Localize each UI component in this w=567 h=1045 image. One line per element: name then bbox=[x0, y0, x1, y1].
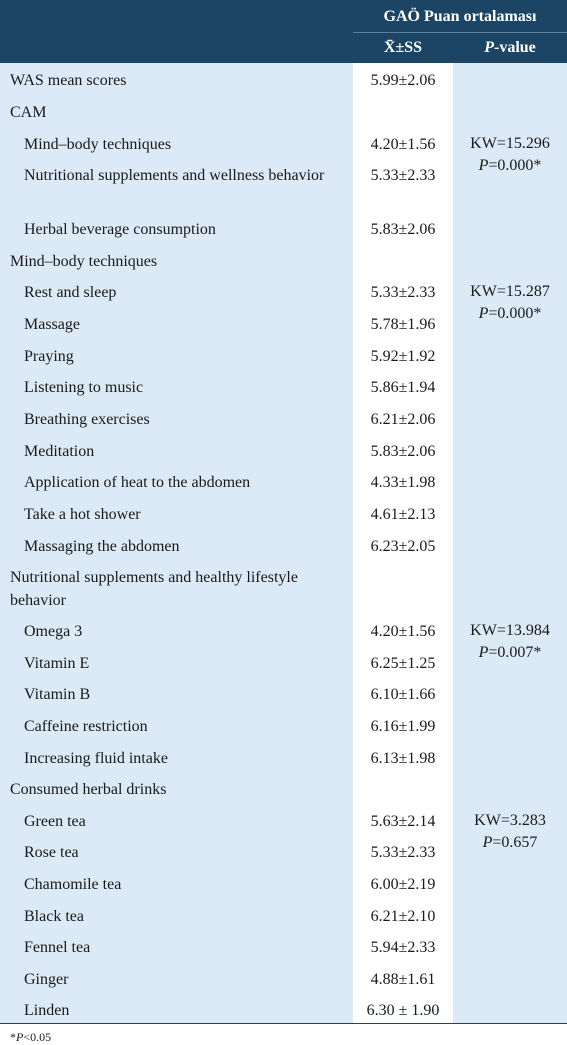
group-title: GAÖ Puan ortalaması bbox=[383, 8, 537, 25]
item-label: Caffeine restriction bbox=[24, 718, 148, 735]
section-label: Mind–body techniques bbox=[10, 253, 158, 270]
table-bottom-rule bbox=[0, 1023, 567, 1024]
mean-sd-value: 6.16±1.99 bbox=[370, 718, 436, 735]
mean-sd-value: 5.78±1.96 bbox=[370, 316, 436, 333]
section-label: Nutritional supplements and healthy lifestyle behavior bbox=[10, 569, 298, 609]
mean-sd-value: 5.92±1.92 bbox=[370, 348, 436, 365]
kw-statistic: KW=3.283 bbox=[474, 812, 546, 829]
header-row-columns bbox=[0, 33, 567, 63]
kruskal-wallis-result bbox=[453, 810, 567, 854]
footnote bbox=[10, 1030, 51, 1045]
kruskal-wallis-result bbox=[453, 620, 567, 664]
footnote-prefix: * bbox=[10, 1030, 16, 1044]
mean-sd-value: 6.00±2.19 bbox=[370, 876, 436, 893]
item-label: Chamomile tea bbox=[24, 876, 122, 893]
mean-sd-value: 6.21±2.10 bbox=[370, 908, 436, 925]
item-label: Breathing exercises bbox=[24, 411, 150, 428]
p-rest: =0.007* bbox=[488, 644, 542, 661]
mean-sd-value: 6.21±2.06 bbox=[370, 411, 436, 428]
p-rest: =0.000* bbox=[488, 305, 542, 322]
p-value bbox=[453, 832, 567, 854]
item-label: Mind–body techniques bbox=[24, 136, 172, 153]
mean-sd-value: 4.88±1.61 bbox=[370, 971, 436, 988]
mean-sd-value: 4.33±1.98 bbox=[370, 474, 436, 491]
item-label: Listening to music bbox=[24, 379, 144, 396]
mean-sd-value: 5.94±2.33 bbox=[370, 939, 436, 956]
kw-statistic: KW=13.984 bbox=[470, 622, 550, 639]
mean-sd-value: 4.20±1.56 bbox=[370, 623, 436, 640]
item-label: Increasing fluid intake bbox=[24, 750, 168, 767]
item-label: Nutritional supplements and wellness behavior bbox=[24, 167, 325, 184]
footnote-rest: <0.05 bbox=[23, 1030, 52, 1044]
item-label: Green tea bbox=[24, 813, 86, 830]
p-value bbox=[453, 642, 567, 664]
p-italic: P bbox=[482, 834, 493, 851]
p-value bbox=[453, 155, 567, 177]
mean-sd-value: 5.83±2.06 bbox=[370, 443, 436, 460]
p-italic: P bbox=[478, 644, 489, 661]
section-label: Consumed herbal drinks bbox=[10, 781, 167, 798]
p-italic: P bbox=[478, 305, 489, 322]
mean-sd-value: 5.33±2.33 bbox=[370, 284, 436, 301]
section-label: CAM bbox=[10, 104, 47, 121]
item-label: Ginger bbox=[24, 971, 69, 988]
item-label: Rest and sleep bbox=[24, 284, 117, 301]
item-label: Vitamin B bbox=[24, 686, 91, 703]
header-row-group bbox=[0, 0, 567, 33]
mean-sd-value: 4.61±2.13 bbox=[370, 506, 436, 523]
mean-sd-value: 5.86±1.94 bbox=[370, 379, 436, 396]
item-label: Vitamin E bbox=[24, 655, 90, 672]
p-rest: =0.000* bbox=[488, 157, 542, 174]
mean-sd-value: 5.83±2.06 bbox=[370, 221, 436, 238]
item-label: Omega 3 bbox=[24, 623, 83, 640]
mean-sd-value: 5.99±2.06 bbox=[370, 72, 436, 89]
column-header-pvalue bbox=[453, 33, 567, 63]
kruskal-wallis-result bbox=[453, 281, 567, 325]
item-label: Herbal beverage consumption bbox=[24, 221, 216, 238]
item-label: Praying bbox=[24, 348, 74, 365]
pvalue-rest: -value bbox=[494, 39, 536, 56]
mean-sd-value: 6.25±1.25 bbox=[370, 655, 436, 672]
mean-sd-value: 6.23±2.05 bbox=[370, 538, 436, 555]
mean-sd-value: 5.33±2.33 bbox=[370, 167, 436, 184]
p-value bbox=[453, 303, 567, 325]
p-italic: P bbox=[478, 157, 489, 174]
mean-sd-value: 6.30 ± 1.90 bbox=[366, 1002, 440, 1019]
item-label: Fennel tea bbox=[24, 939, 91, 956]
item-label: Meditation bbox=[24, 443, 95, 460]
pvalue-italic: P bbox=[484, 39, 494, 56]
item-label: Rose tea bbox=[24, 844, 79, 861]
table-header bbox=[0, 0, 567, 63]
mean-sd-value: 5.63±2.14 bbox=[370, 813, 436, 830]
column-header-mean-sd: X̄±SS bbox=[383, 39, 423, 56]
kw-statistic: KW=15.296 bbox=[470, 135, 550, 152]
mean-sd-value: 4.20±1.56 bbox=[370, 136, 436, 153]
item-label: Massaging the abdomen bbox=[24, 538, 180, 555]
section-label: WAS mean scores bbox=[10, 72, 127, 89]
item-label: Application of heat to the abdomen bbox=[24, 474, 251, 491]
mean-sd-value: 5.33±2.33 bbox=[370, 844, 436, 861]
kw-statistic: KW=15.287 bbox=[470, 283, 550, 300]
mean-sd-value: 6.10±1.66 bbox=[370, 686, 436, 703]
table-body bbox=[0, 63, 567, 1023]
p-rest: =0.657 bbox=[492, 834, 538, 851]
footnote-italic: P bbox=[16, 1030, 24, 1044]
mean-sd-value: 6.13±1.98 bbox=[370, 750, 436, 767]
item-label: Take a hot shower bbox=[24, 506, 141, 523]
kruskal-wallis-result bbox=[453, 133, 567, 177]
item-label: Black tea bbox=[24, 908, 84, 925]
item-label: Linden bbox=[24, 1002, 70, 1019]
item-label: Massage bbox=[24, 316, 80, 333]
